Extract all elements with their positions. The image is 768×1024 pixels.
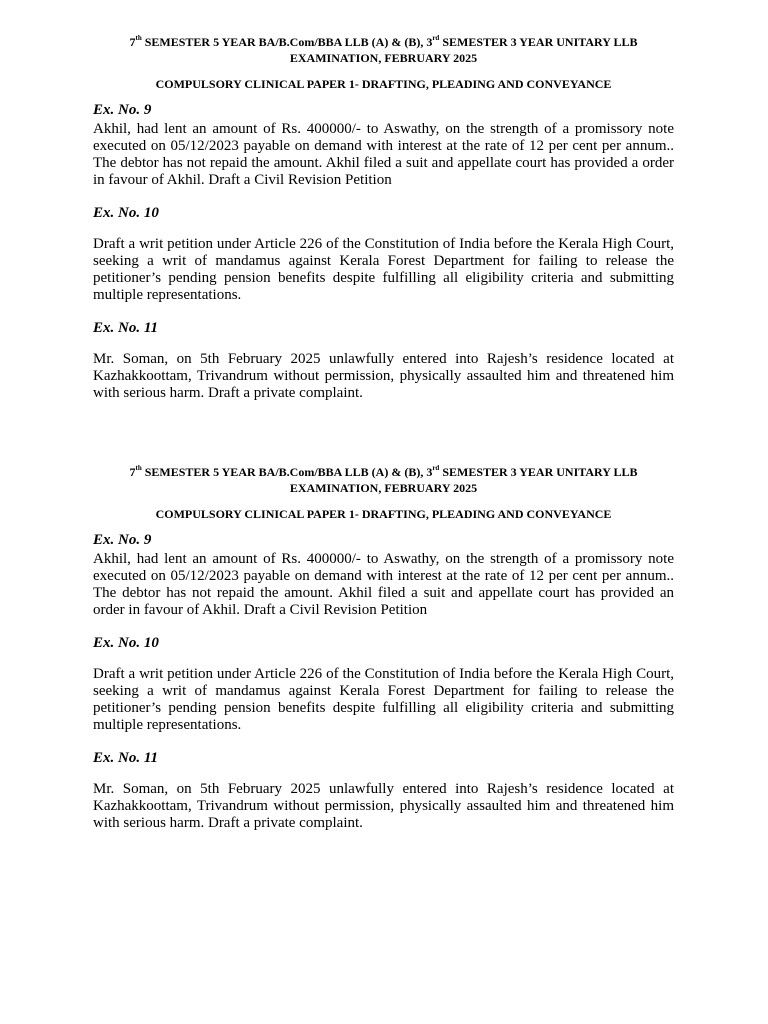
header-text-part-2: SEMESTER 3 YEAR UNITARY LLB xyxy=(439,35,638,49)
exam-header-line-2: EXAMINATION, FEBRUARY 2025 xyxy=(289,51,478,65)
semester-number-2: 3 xyxy=(426,465,433,479)
exercise-label: Ex. No. 10 xyxy=(93,635,159,651)
exercise-label: Ex. No. 11 xyxy=(93,750,159,766)
exam-header-line-1 xyxy=(93,464,674,480)
header-text-part-1: SEMESTER 5 YEAR BA/B.Com/BBA LLB (A) & (B), xyxy=(141,35,427,49)
semester-number-1: 7 xyxy=(129,465,136,479)
exercise-label: Ex. No. 9 xyxy=(93,532,152,548)
semester-number-2: 3 xyxy=(426,35,433,49)
semester-suffix-1: th xyxy=(135,464,142,472)
exam-header-line-1 xyxy=(93,34,674,50)
semester-suffix-1: th xyxy=(135,34,142,42)
exercise-text: Draft a writ petition under Article 226 of the Constitution of India before the Kerala High Court, seeking a writ of mandamus against Kerala Forest Department for failing to release the petitioner’s pending pension benefits despite fulfilling all eligibility criteria and submitting multiple representations. xyxy=(93,236,674,303)
semester-suffix-2: rd xyxy=(432,34,440,42)
paper-title: COMPULSORY CLINICAL PAPER 1- DRAFTING, PLEADING AND CONVEYANCE xyxy=(155,77,612,91)
exercise-text: Draft a writ petition under Article 226 of the Constitution of India before the Kerala High Court, seeking a writ of mandamus against Kerala Forest Department for failing to release the petitioner’s pending pension benefits despite fulfilling all eligibility criteria and submitting multiple representations. xyxy=(93,666,674,733)
exercise-text: Akhil, had lent an amount of Rs. 400000/- to Aswathy, on the strength of a promissory note executed on 05/12/2023 payable on demand with interest at the rate of 12 per cent per annum.. The debtor has not repaid the amount. Akhil filed a suit and appellate court has provided an order in favour of Akhil. Draft a Civil Revision Petition xyxy=(93,551,674,618)
header-text-part-2: SEMESTER 3 YEAR UNITARY LLB xyxy=(439,465,638,479)
paper-title: COMPULSORY CLINICAL PAPER 1- DRAFTING, PLEADING AND CONVEYANCE xyxy=(155,507,612,521)
exam-header-line-2: EXAMINATION, FEBRUARY 2025 xyxy=(289,481,478,495)
exercise-label: Ex. No. 11 xyxy=(93,320,159,336)
header-text-part-1: SEMESTER 5 YEAR BA/B.Com/BBA LLB (A) & (B), xyxy=(141,465,427,479)
semester-suffix-2: rd xyxy=(432,464,440,472)
exercise-label: Ex. No. 10 xyxy=(93,205,159,221)
exercise-text: Mr. Soman, on 5th February 2025 unlawfully entered into Rajesh’s residence located at Kazhakkoottam, Trivandrum without permission, physically assaulted him and threatened him with serious harm. Draft a private complaint. xyxy=(93,781,674,831)
exam-section-2 xyxy=(93,464,674,832)
exercise-text: Mr. Soman, on 5th February 2025 unlawfully entered into Rajesh’s residence located at Kazhakkoottam, Trivandrum without permission, physically assaulted him and threatened him with serious harm. Draft a private complaint. xyxy=(93,351,674,401)
exam-section-1 xyxy=(93,34,674,402)
exercise-label: Ex. No. 9 xyxy=(93,102,152,118)
semester-number-1: 7 xyxy=(129,35,136,49)
exercise-text: Akhil, had lent an amount of Rs. 400000/- to Aswathy, on the strength of a promissory note executed on 05/12/2023 payable on demand with interest at the rate of 12 per cent per annum.. The debtor has not repaid the amount. Akhil filed a suit and appellate court has provided a order in favour of Akhil. Draft a Civil Revision Petition xyxy=(93,121,674,188)
